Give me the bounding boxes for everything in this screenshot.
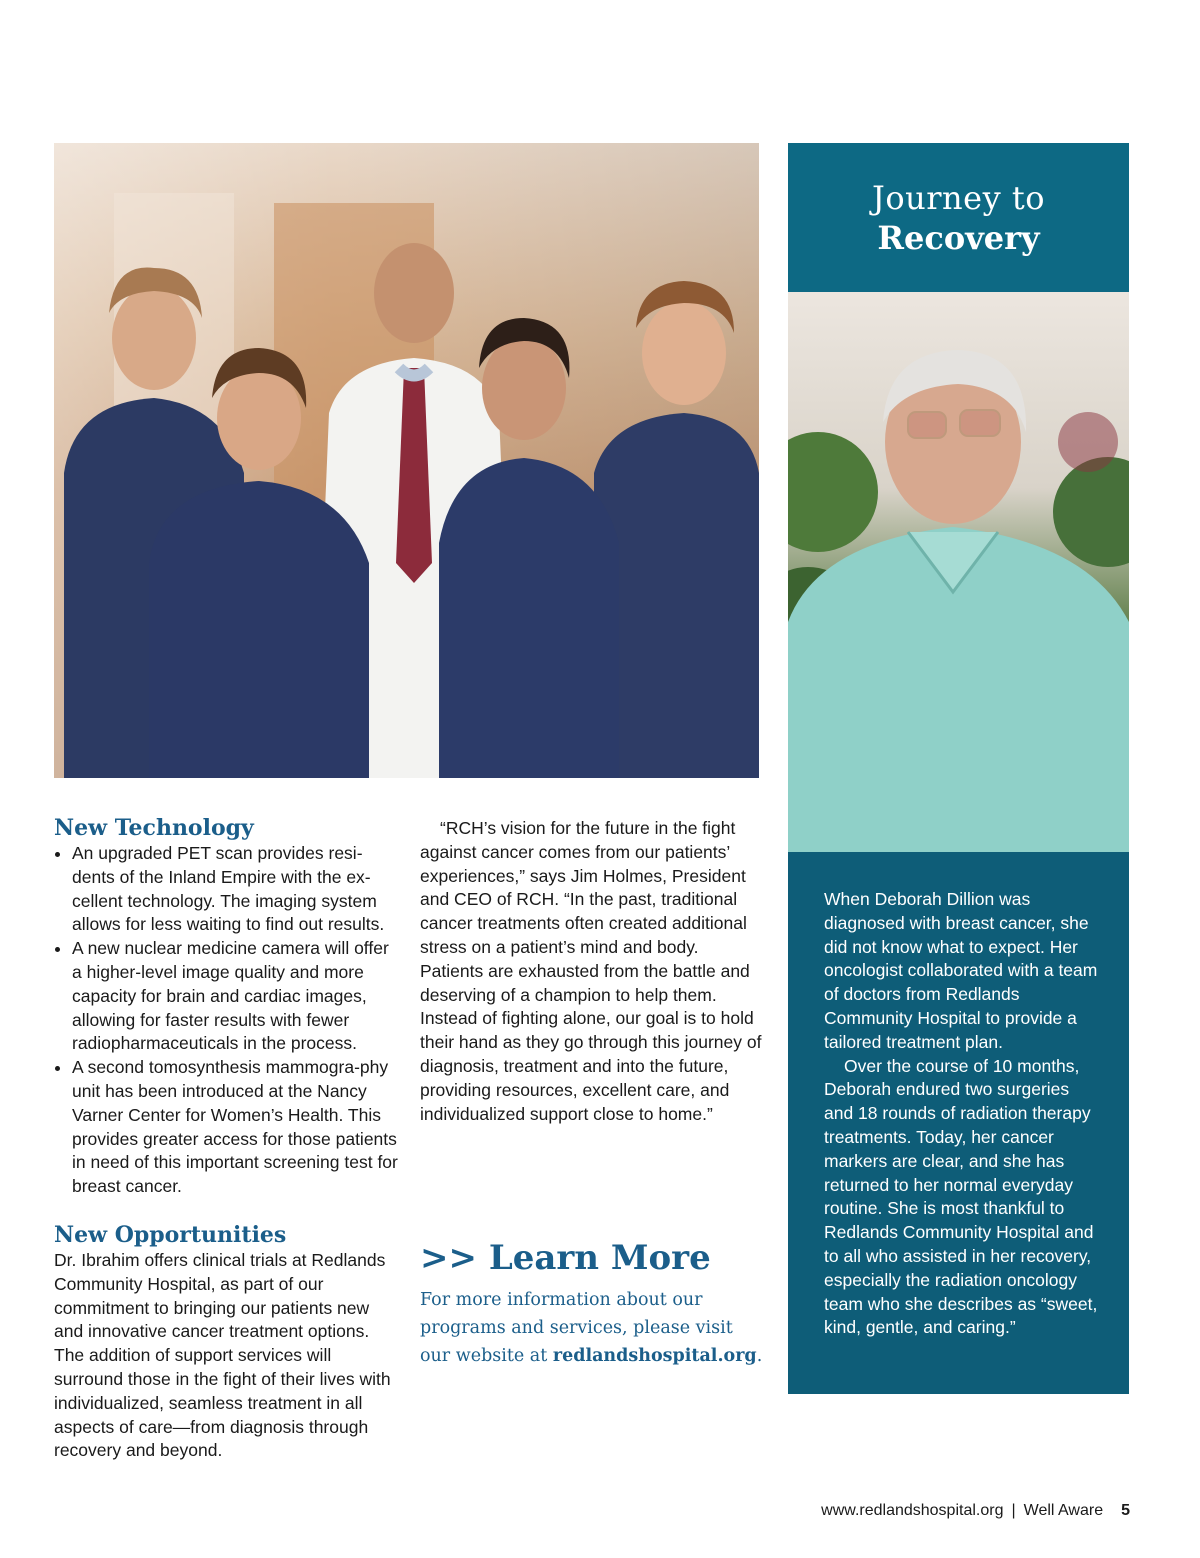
sidebar-story (788, 852, 1129, 1394)
learn-more-info (420, 1286, 765, 1370)
patient-photo (788, 292, 1129, 852)
learn-more-text: For more information about our programs and services, please visit our website at (420, 1290, 733, 1366)
team-photo (54, 143, 759, 778)
sidebar-title-line2: Recovery (877, 219, 1040, 257)
new-opportunities-heading: New Opportunities (54, 1221, 287, 1248)
left-column (54, 814, 399, 1463)
page-number: 5 (1121, 1502, 1130, 1519)
footer-publication: Well Aware (1023, 1502, 1104, 1519)
learn-more-box (420, 1236, 765, 1370)
quote-text: “RCH’s vision for the future in the fight against cancer comes from our patients’ experiences,” says Jim Holmes, President and CEO of RCH. “In the past, traditional cancer treatments often created additional stress on a patient’s mind and body. Patients are exhausted from the battle and deserving of a champion to help them. Instead of fighting alone, our goal is to hold their hand as they go through this journey of diagnosis, treatment and into the future, providing resources, excellent care, and individualized support close to home.” (420, 818, 762, 1124)
quote-column (420, 817, 765, 1126)
page-footer (821, 1502, 1130, 1520)
sidebar-paragraph-1: When Deborah Dillion was diagnosed with breast cancer, she did not know what to expect. Her oncologist collaborated with a team of doctors from Redlands Community Hospital to provide a tailored treatment plan. (824, 889, 1098, 1052)
list-item: • An upgraded PET scan provides resi-dents of the Inland Empire with the ex-cellent technology. The imaging system allows for less waiting to find out results. (72, 842, 399, 937)
list-item: • A second tomosynthesis mammogra-phy unit has been introduced at the Nancy Varner Center for Women’s Health. This provides greater access for those patients in need of this important screening test for breast cancer. (72, 1056, 399, 1199)
footer-separator: | (1011, 1502, 1016, 1519)
learn-more-title: >> Learn More (420, 1238, 711, 1278)
new-technology-list (54, 842, 399, 1199)
sidebar-paragraph-2: Over the course of 10 months, Deborah endured two surgeries and 18 rounds of radiation therapy treatments. Today, her cancer markers are clear, and she has returned to her normal everyday routine. She is most thankful to Redlands Community Hospital and to all who assisted in her recovery, especially the radiation oncology team who she describes as “sweet, kind, gentle, and caring.” (824, 1055, 1098, 1338)
new-technology-heading: New Technology (54, 815, 254, 841)
sidebar-header (788, 143, 1129, 292)
sidebar-title-line1: Journey to (872, 179, 1045, 217)
list-item: • A new nuclear medicine camera will offer a higher-level image quality and more capacity for brain and cardiac images, allowing for faster results with fewer radiopharmaceuticals in the process. (72, 937, 399, 1056)
website-link[interactable]: redlandshospital.org (552, 1346, 757, 1366)
footer-url[interactable]: www.redlandshospital.org (821, 1502, 1004, 1519)
new-opportunities-text: Dr. Ibrahim offers clinical trials at Redlands Community Hospital, as part of our commitment to bringing our patients new and innovative cancer treatment options. The addition of support services will surround those in the fight of their lives with individualized, seamless treatment in all aspects of care—from diagnosis through recovery and beyond. (54, 1249, 391, 1461)
learn-more-period: . (756, 1346, 763, 1366)
